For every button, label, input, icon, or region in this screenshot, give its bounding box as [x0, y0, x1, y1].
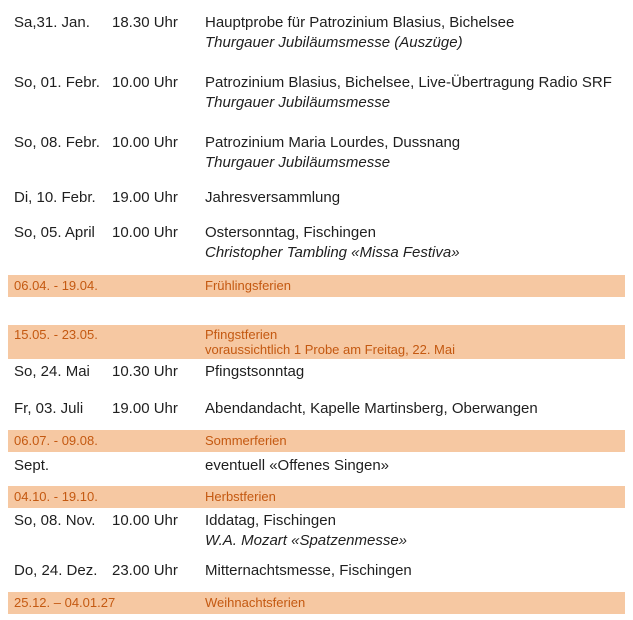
event-main-line: [14, 399, 633, 419]
holiday-period: 25.12. – 04.01.27: [14, 595, 116, 610]
event-main-line: [14, 561, 633, 581]
event-time: [112, 456, 205, 476]
event-subtitle: Thurgauer Jubiläumsmesse: [205, 94, 391, 111]
event-time: 10.30 Uhr: [112, 363, 178, 380]
event-title: Pfingstsonntag: [205, 363, 305, 380]
schedule-event: [0, 73, 633, 113]
schedule-event: [0, 133, 633, 173]
event-title: Iddatag, Fischingen: [205, 512, 336, 529]
holiday-period: 06.04. - 19.04.: [14, 278, 98, 293]
event-title: Abendandacht, Kapelle Martinsberg, Oberwangen: [205, 400, 538, 417]
event-main-line: [14, 13, 633, 33]
schedule-event: [0, 188, 633, 208]
event-main-line: [14, 362, 633, 382]
holiday-band: [8, 592, 625, 614]
holiday-label: Pfingstferien: [205, 327, 278, 342]
schedule-event: [0, 223, 633, 263]
event-title: Patrozinium Blasius, Bichelsee, Live-Übertragung Radio SRF: [205, 74, 612, 91]
event-time: 10.00 Uhr: [112, 74, 178, 91]
event-date: So, 01. Febr.: [14, 74, 100, 91]
event-main-line: [14, 133, 633, 153]
schedule-event: [0, 13, 633, 53]
event-main-line: [14, 188, 633, 208]
holiday-label: Sommerferien: [205, 433, 287, 448]
schedule-event: [0, 456, 633, 476]
event-date: Di, 10. Febr.: [14, 189, 96, 206]
event-title: Hauptprobe für Patrozinium Blasius, Bichelsee: [205, 14, 515, 31]
event-time: 23.00 Uhr: [112, 562, 178, 579]
schedule-event: [0, 362, 633, 382]
holiday-period: 06.07. - 09.08.: [14, 433, 98, 448]
holiday-period: 15.05. - 23.05.: [14, 327, 98, 342]
event-date: Fr, 03. Juli: [14, 400, 84, 417]
event-title: Jahresversammlung: [205, 189, 341, 206]
event-date: Do, 24. Dez.: [14, 562, 98, 579]
holiday-label-group: [205, 327, 455, 357]
event-title: Mitternachtsmesse, Fischingen: [205, 562, 412, 579]
event-date: So, 05. April: [14, 224, 95, 241]
holiday-label: Herbstferien: [205, 489, 276, 504]
event-time: 10.00 Uhr: [112, 224, 178, 241]
holiday-period: 04.10. - 19.10.: [14, 489, 98, 504]
holiday-band: [8, 275, 625, 297]
event-title: Ostersonntag, Fischingen: [205, 224, 376, 241]
holiday-band: [8, 325, 625, 359]
schedule-event: [0, 511, 633, 551]
event-subtitle: Christopher Tambling «Missa Festiva»: [205, 244, 460, 261]
event-date: Sa,31. Jan.: [14, 14, 90, 31]
event-time: 19.00 Uhr: [112, 400, 178, 417]
holiday-note: voraussichtlich 1 Probe am Freitag, 22. Mai: [205, 342, 455, 357]
holiday-label: Weihnachtsferien: [205, 595, 306, 610]
event-title: eventuell «Offenes Singen»: [205, 457, 390, 474]
event-subtitle: W.A. Mozart «Spatzenmesse»: [205, 532, 408, 549]
event-main-line: [14, 73, 633, 93]
event-time: 19.00 Uhr: [112, 189, 178, 206]
event-date: So, 24. Mai: [14, 363, 90, 380]
event-date: So, 08. Nov.: [14, 512, 96, 529]
schedule-event: [0, 561, 633, 581]
event-date: Sept.: [14, 457, 50, 474]
event-subtitle: Thurgauer Jubiläumsmesse: [205, 154, 391, 171]
event-main-line: [14, 456, 633, 476]
event-main-line: [14, 223, 633, 243]
event-main-line: [14, 511, 633, 531]
schedule-event: [0, 399, 633, 419]
holiday-label: Frühlingsferien: [205, 278, 291, 293]
event-time: 18.30 Uhr: [112, 14, 178, 31]
event-time: 10.00 Uhr: [112, 512, 178, 529]
event-title: Patrozinium Maria Lourdes, Dussnang: [205, 134, 461, 151]
holiday-band: [8, 430, 625, 452]
holiday-band: [8, 486, 625, 508]
event-date: So, 08. Febr.: [14, 134, 100, 151]
event-subtitle: Thurgauer Jubiläumsmesse (Auszüge): [205, 34, 463, 51]
event-time: 10.00 Uhr: [112, 134, 178, 151]
